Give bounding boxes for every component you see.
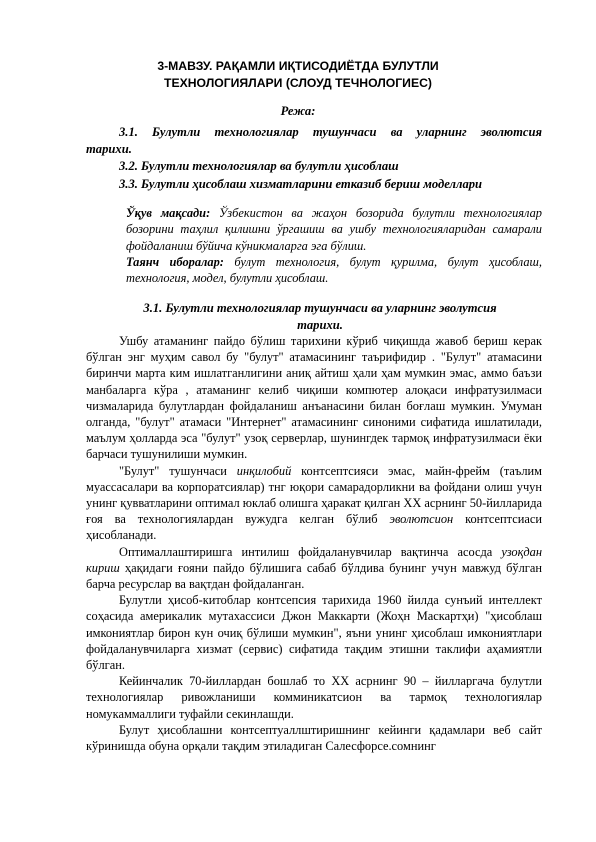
body-text xyxy=(86,333,542,754)
keywords-label: Таянч иборалар: xyxy=(126,254,224,269)
italic-term: узоқдан кириш xyxy=(86,544,542,575)
page-title xyxy=(90,58,506,91)
section-heading-line-2: тарихи. xyxy=(297,318,343,332)
learning-goal-block xyxy=(86,205,542,286)
paragraph-text: Оптималлаштиришга интилиш фойдаланувчилар вақтинча асосда xyxy=(119,544,502,559)
paragraph: Булутли ҳисоб-китоблар контсепсия тарихида 1960 йилда сунъий интеллект соҳасида америкалик мутахассиси Джон Маккарти (Жоҳн Маскартҳи) "ҳисоблаш имкониятлар бирон кун очиқ бўлиши мумкин", яъни унинг ҳисоблаш имкониятлари фойдаланувчиларга хизмат (сервис) сифатида тақдим этишни таклифи аҳамиятли бўлган. xyxy=(86,593,542,673)
italic-term: инқилобий xyxy=(236,463,292,478)
plan-item-3-text: 3.3. Булутли ҳисоблаш хизматларини етказиб бериш моделлари xyxy=(119,177,483,191)
plan-item-2-text: 3.2. Булутли технологиялар ва булутли ҳисоблаш xyxy=(119,159,399,173)
plan-item-3 xyxy=(86,176,542,193)
learning-goal-text: Ўзбекистон ва жаҳон бозорида булутли технологиялар бозорини таҳлил қилишни ўргашиш ва ушбу технологияларидан самарали фойдаланиш бўйича кўникмаларга эга бўлиш. xyxy=(126,206,542,253)
plan-item-1-line-2: тарихи. xyxy=(86,142,132,156)
section-heading xyxy=(120,300,520,334)
plan-heading: Режа: xyxy=(280,104,316,118)
section-heading-line-1: 3.1. Булутли технологиялар тушунчаси ва уларнинг эволутсия xyxy=(143,301,497,315)
paragraph-text: "Булут" тушунчаси xyxy=(119,463,237,478)
paragraph xyxy=(86,544,542,593)
keywords xyxy=(86,254,542,287)
paragraph: Кейинчалик 70-йиллардан бошлаб то ХХ асрнинг 90 – йилларгача булутли технологиялар ривожланиши комминикатсион ва тармоқ технологиялар номукаммаллиги туфайли секинлашди. xyxy=(86,674,542,721)
plan-item-1-line-1: 3.1. Булутли технологиялар тушунчаси ва уларнинг эволютсия xyxy=(119,125,542,139)
paragraph-text: ҳақидаги ғояни пайдо бўлишига сабаб бўлдива бунинг учун мавжуд бўлган барча ресурслар ва вақтдан фойдаланган. xyxy=(86,560,542,592)
paragraph: Ушбу атаманинг пайдо бўлиш тарихини кўриб чиқишда жавоб бериш керак бўлган энг муҳим савол бу "булут" атамасининг таърифидир . "Булут" атамасини биринчи марта ким ишлатганлигини аниқ айтиш ҳали ҳам мумкин эмас, аммо баъзи манбаларга кўра , атаманинг келиб чиқиши компютер алоқаси инфратузилмаси чизмаларида булутлардан фойдаланиш анъанасини билан боғлаш мумкин. Умуман олганда, "булут" атамаси "Интернет" атамасининг синоними сифатида ишлатилади, маълум ҳолларда эса "булут" узоқ серверлар, шунингдек тармоқ инфратузилмаси ёки барчаси тушунилиши мумкин. xyxy=(86,334,542,462)
plan-item-2 xyxy=(86,158,542,175)
learning-goal xyxy=(86,205,542,254)
italic-term: эволютсион xyxy=(389,512,454,527)
paragraph: Булут ҳисоблашни контсептуаллштиришнинг кейинги қадамлари веб сайт кўринишда обуна орқали тақдим этиладиган Салесфорсе.сомнинг xyxy=(86,722,542,754)
paragraph-text: контсептсияси эмас, майн-фрейм (таълим муассасалари ва корпоратсиялар) тнг юқори самарадорликни ва фойдани олиш учун унинг қувватларини оптимал юклаб олишга ҳаракат қилган ХХ асрнинг 50-йилларида ғоя ва технологиялардан вужудга келган бўлиб xyxy=(86,463,542,527)
title-line-1: 3-МАВЗУ. РАҚАМЛИ ИҚТИСОДИЁТДА БУЛУТЛИ xyxy=(157,59,439,73)
title-line-2: ТЕХНОЛОГИЯЛАРИ (СЛОУД ТЕЧНОЛОГИЕС) xyxy=(164,75,432,90)
keywords-text: булут технология, булут қурилма, булут ҳисоблаш, технология, модел, булутли ҳисоблаш. xyxy=(126,254,542,286)
learning-goal-label: Ўқув мақсади: xyxy=(126,206,211,220)
plan-item-1 xyxy=(86,124,542,158)
paragraph xyxy=(86,463,542,544)
paragraph-text: контсептсиаси ҳисобланади. xyxy=(86,512,542,543)
